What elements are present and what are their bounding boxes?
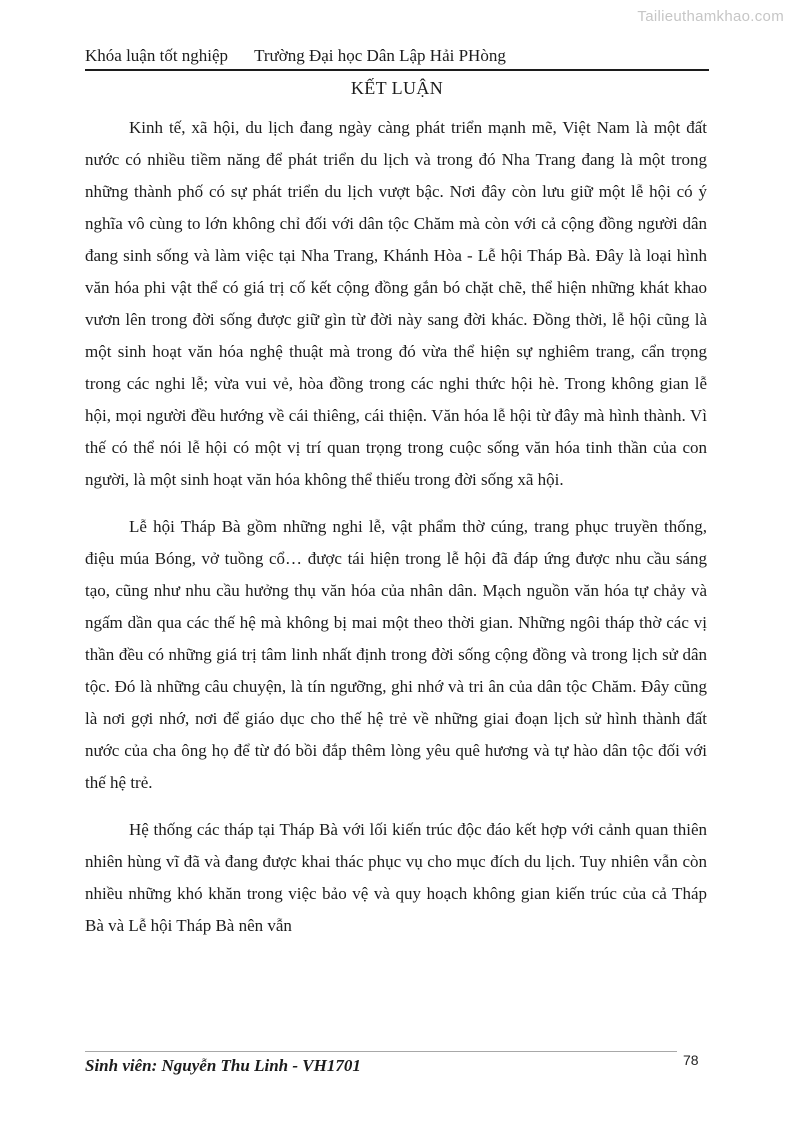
watermark-text: Tailieuthamkhao.com [637, 8, 784, 25]
page-header [85, 46, 709, 71]
page-title: KẾT LUẬN [350, 78, 444, 98]
paragraph-3: Hệ thống các tháp tại Tháp Bà với lối kiến trúc độc đáo kết hợp với cảnh quan thiên nhiên hùng vĩ đã và đang được khai thác phục vụ cho mục đích du lịch. Tuy nhiên vẫn còn nhiều những khó khăn trong việc bảo vệ và quy hoạch không gian kiến trúc của cả Tháp Bà và Lễ hội Tháp Bà nên vẫn [85, 820, 707, 935]
paragraph-1: Kinh tế, xã hội, du lịch đang ngày càng phát triển mạnh mẽ, Việt Nam là một đất nước có nhiều tiềm năng để phát triển du lịch và trong đó Nha Trang đang là một trong những thành phố có sự phát triển du lịch vượt bậc. Nơi đây còn lưu giữ một lễ hội có ý nghĩa vô cùng to lớn không chỉ đối với dân tộc Chăm mà còn với cả cộng đồng người dân đang sinh sống và làm việc tại Nha Trang, Khánh Hòa - Lễ hội Tháp Bà. Đây là loại hình văn hóa phi vật thể có giá trị cố kết cộng đồng gắn bó chặt chẽ, thể hiện những khát khao vươn lên trong đời sống được giữ gìn từ đời này sang đời khác. Đồng thời, lễ hội cũng là một sinh hoạt văn hóa nghệ thuật mà trong đó vừa thể hiện sự nghiêm trang, cẩn trọng trong các nghi lễ; vừa vui vẻ, hòa đồng trong các nghi thức hội hè. Trong không gian lễ hội, mọi người đều hướng về cái thiêng, cái thiện. Văn hóa lễ hội từ đây mà hình thành. Vì thế có thể nói lễ hội có một vị trí quan trọng trong cuộc sống văn hóa tinh thần của con người, là một sinh hoạt văn hóa không thể thiếu trong đời sống xã hội. [85, 118, 707, 489]
page-number: 78 [683, 1052, 699, 1068]
header-thesis-label: Khóa luận tốt nghiệp [85, 46, 229, 65]
document-body [85, 112, 707, 957]
paragraph-2: Lễ hội Tháp Bà gồm những nghi lễ, vật phẩm thờ cúng, trang phục truyền thống, điệu múa Bóng, vở tuồng cổ… được tái hiện trong lễ hội đã đáp ứng được nhu cầu sáng tạo, cũng như nhu cầu hưởng thụ văn hóa của nhân dân. Mạch nguồn văn hóa tự chảy và ngấm dần qua các thế hệ mà không bị mai một theo thời gian. Những ngôi tháp thờ các vị thần đều có những giá trị tâm linh nhất định trong đời sống cộng đồng và trong lịch sử dân tộc. Đó là những câu chuyện, là tín ngưỡng, ghi nhớ và tri ân của dân tộc Chăm. Đây cũng là nơi gợi nhớ, nơi để giáo dục cho thế hệ trẻ về những giai đoạn lịch sử hình thành đất nước của cha ông họ để từ đó bồi đắp thêm lòng yêu quê hương và tự hào dân tộc đối với thế hệ trẻ. [85, 517, 707, 792]
footer-student-line: Sinh viên: Nguyễn Thu Linh - VH1701 [85, 1051, 677, 1076]
header-university-label: Trường Đại học Dân Lập Hải PHòng [254, 46, 506, 65]
